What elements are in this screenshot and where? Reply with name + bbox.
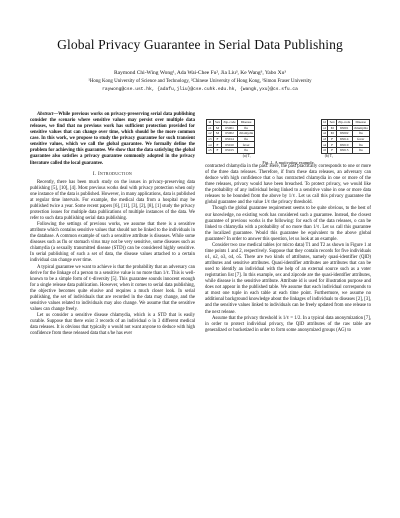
table-header: Sex [214,120,221,125]
paragraph: contracted chlamydia in the past. Here, the past practically corresponds to one or more of the three data releases. Therefore, if from these data releases, an adversary can deduce with high confidence that o has contracted chlamydia in one or more of the three releases, privacy would have been breached. To protect privacy, we would like the probability of any individual being linked to a sensitive value in one or more data releases to be bounded from the above by 1/ℓ. Let us call this privacy guarantee the global guarantee and the value 1/ℓ the privacy threshold. [205,164,371,206]
cell: o2 [322,131,327,136]
cell: o4 [208,142,212,147]
cell: F [213,136,221,142]
table-header: id [207,120,214,126]
paragraph: Recently, there has been much study on the issues in privacy-preserving data publishing [5], [10], [4]. Most previous works deal with privacy protection when only one instance of the data is published. However, in many applications, data is published at regular time intervals. For example, the medical data from a hospital may be published twice a year. Some recent papers [6], [11], [3], [2], [8], [1] study the privacy protection issues for multiple data publications of multiple instances of the data. We refer to such data publishing serial data publishing. [30,179,195,221]
cell: 65002 [222,131,238,137]
table-t2 [321,119,370,154]
table-header: id [321,120,328,126]
affiliations: ¹Hong Kong University of Science and Technology, ²Chinese University of Hong Kong, ³Simon Fraser University [88,79,312,84]
cell: fever [352,136,370,142]
cell: M [328,125,336,131]
table-header: Sex [329,120,335,125]
abstract [30,112,195,167]
cell: flu [352,131,370,137]
cell: o1 [322,125,327,130]
cell: M [213,131,221,137]
paragraph: A typical guarantee we want to achieve is that the probability that an adversary can derive for the linkage of a person to a sensitive value is no more than 1/ℓ. This is well-known to be a simple form of ℓ-diversity [5]. This guarantee sounds innocent enough for a single release data publication. However, when it comes to serial data publishing, the objective becomes quite elusive and requires a much closer look. In serial publishing, the set of individuals that are recorded in the data may change, and the sensitive values related to individuals may also change. We assume that the sensitive values can change freely. [30,264,195,312]
cell: 65002 [336,131,352,137]
cell: 65015 [336,147,352,153]
cell: 65001 [336,125,352,131]
cell: o4 [322,142,327,147]
right-column [205,164,371,334]
cell: 65010 [336,142,352,148]
cell: chlamydia [353,125,368,130]
author-list: Raymond Chi-Wing Wong¹, Ada Wai-Chee Fu², Jia Liu³, Ke Wang³, Yabo Xu³ [114,70,286,76]
cell: flu [237,136,255,142]
left-column [30,112,195,337]
cell: F [328,142,336,148]
subcaption-t1: (a) T₁ [242,154,252,159]
cell: o3 [322,137,327,142]
cell: 65015 [222,147,238,153]
cell: o3 [208,137,212,142]
cell: fever [237,142,255,148]
cell: chlamydia [239,131,254,136]
paragraph: Following the settings of previous works, we assume that there is a sensitive attribute which contains sensitive values that should not be linked to the individuals in the database. A common example of such a sensitive attribute is diseases. While some diseases such as flu or stomach virus may not be very sensitive, some diseases such as chlamydia (a sexually transmitted disease (STD)) can be considered highly sensitive. In serial publishing of such a set of data, the disease values attached to a certain individual can change over time. [30,222,195,264]
cell: 65001 [222,125,238,131]
table-header: Disease [352,120,370,126]
cell: flu [352,147,370,153]
section-heading-introduction: I. Introduction [92,171,133,177]
subcaption-t2: (b) T₂ [324,154,334,159]
cell: 65010 [222,142,238,148]
paragraph: Assume that the privacy threshold is 1/ℓ = 1/2. In a typical data anonymization [7], in order to protect individual privacy, the QID attributes of the raw table are generalized or bucketized in order to form some anonymized groups (AG) to [205,315,371,333]
paragraph: Let us consider a sensitive disease chlamydia, which is a STD that is easily curable. Suppose that there exist 3 records of an individual o in 3 different medical data releases. It is obvious that typically o would not want anyone to deduce with high confidence from these released data that s/he has ever [30,313,195,337]
cell: o1 [208,125,212,130]
cell: o2 [208,131,212,136]
paper-title: Global Privacy Guarantee in Serial Data Publishing [57,37,343,52]
cell: M [328,131,336,137]
abstract-text: While previous works on privacy-preserving serial data publishing consider the scenario where sensitive values may persist over multiple data releases, we find that no previous work has sufficient protection provided for sensitive values that can change over time, which should be the more common case. In this work, we propose to study the privacy guarantee for such transient sensitive values, which we call the global guarantee. We formally define the problem for achieving this guarantee. We show that the data satisfying the global guarantee also satisfies a privacy guarantee commonly adopted in the privacy literature called the local guarantee. [30,112,195,166]
cell: flu [352,142,370,148]
table-t1 [206,119,255,154]
cell: M [213,125,221,131]
table-header: Zip-code [338,120,351,125]
cell: 65014 [336,136,352,142]
paragraph: Though the global guarantee requirement seems to be quite obvious, to the best of our knowledge, no existing work has considered such a guarantee. Instead, the closest guarantee of previous works is the following: for each of the data releases, o can be linked to chlamydia with a probability of no more than 1/ℓ. Let us call this guarantee the localized guarantee. Would this guarantee be equivalent to the above global guarantee? In order to answer this question, let us look at an example. [205,206,371,242]
cell: flu [237,125,255,131]
figure-caption: Fig. 1. A motivating example [262,160,314,166]
cell: o5 [208,148,212,153]
table-row [207,147,255,153]
figure-1 [206,119,370,165]
cell: F [213,142,221,148]
table-row [321,147,369,153]
paragraph: Consider two raw medical tables (or micro data) T1 and T2 as shown in Figure 1 at time points 1 and 2, respectively. Suppose that they contain records for five individuals o1, o2, o3, o4, o5. There are two kinds of attributes, namely quasi-identifier (QID) attributes and sensitive attributes. Quasi-identifier attributes are attributes that can be used to identify an individual with the help of an external source such as a voter registration list [7]. In this example, sex and zipcode are the quasi-identifier attributes, while disease is the sensitive attribute. Attribute id is used for illustration purpose and does not appear in the published table. We assume that each individual corresponds to at most one tuple in each table at each time point. Furthermore, we assume no additional background knowledge about the linkages of individuals to diseases [2], [3], and the sensitive values linked to individuals can be freely updated from one release to the next release. [205,242,371,315]
cell: F [213,147,221,153]
cell: 65014 [222,136,238,142]
cell: o5 [322,148,327,153]
cell: F [328,136,336,142]
table-header: Disease [237,120,255,126]
author-emails: raywong@cse.ust.hk, {adafu,jliu}@cse.cuhk.edu.hk, {wangk,yxu}@cs.sfu.ca [102,87,298,92]
cell: flu [237,147,255,153]
table-header: Zip-code [223,120,236,125]
cell: F [328,147,336,153]
abstract-label: Abstract— [37,112,59,117]
